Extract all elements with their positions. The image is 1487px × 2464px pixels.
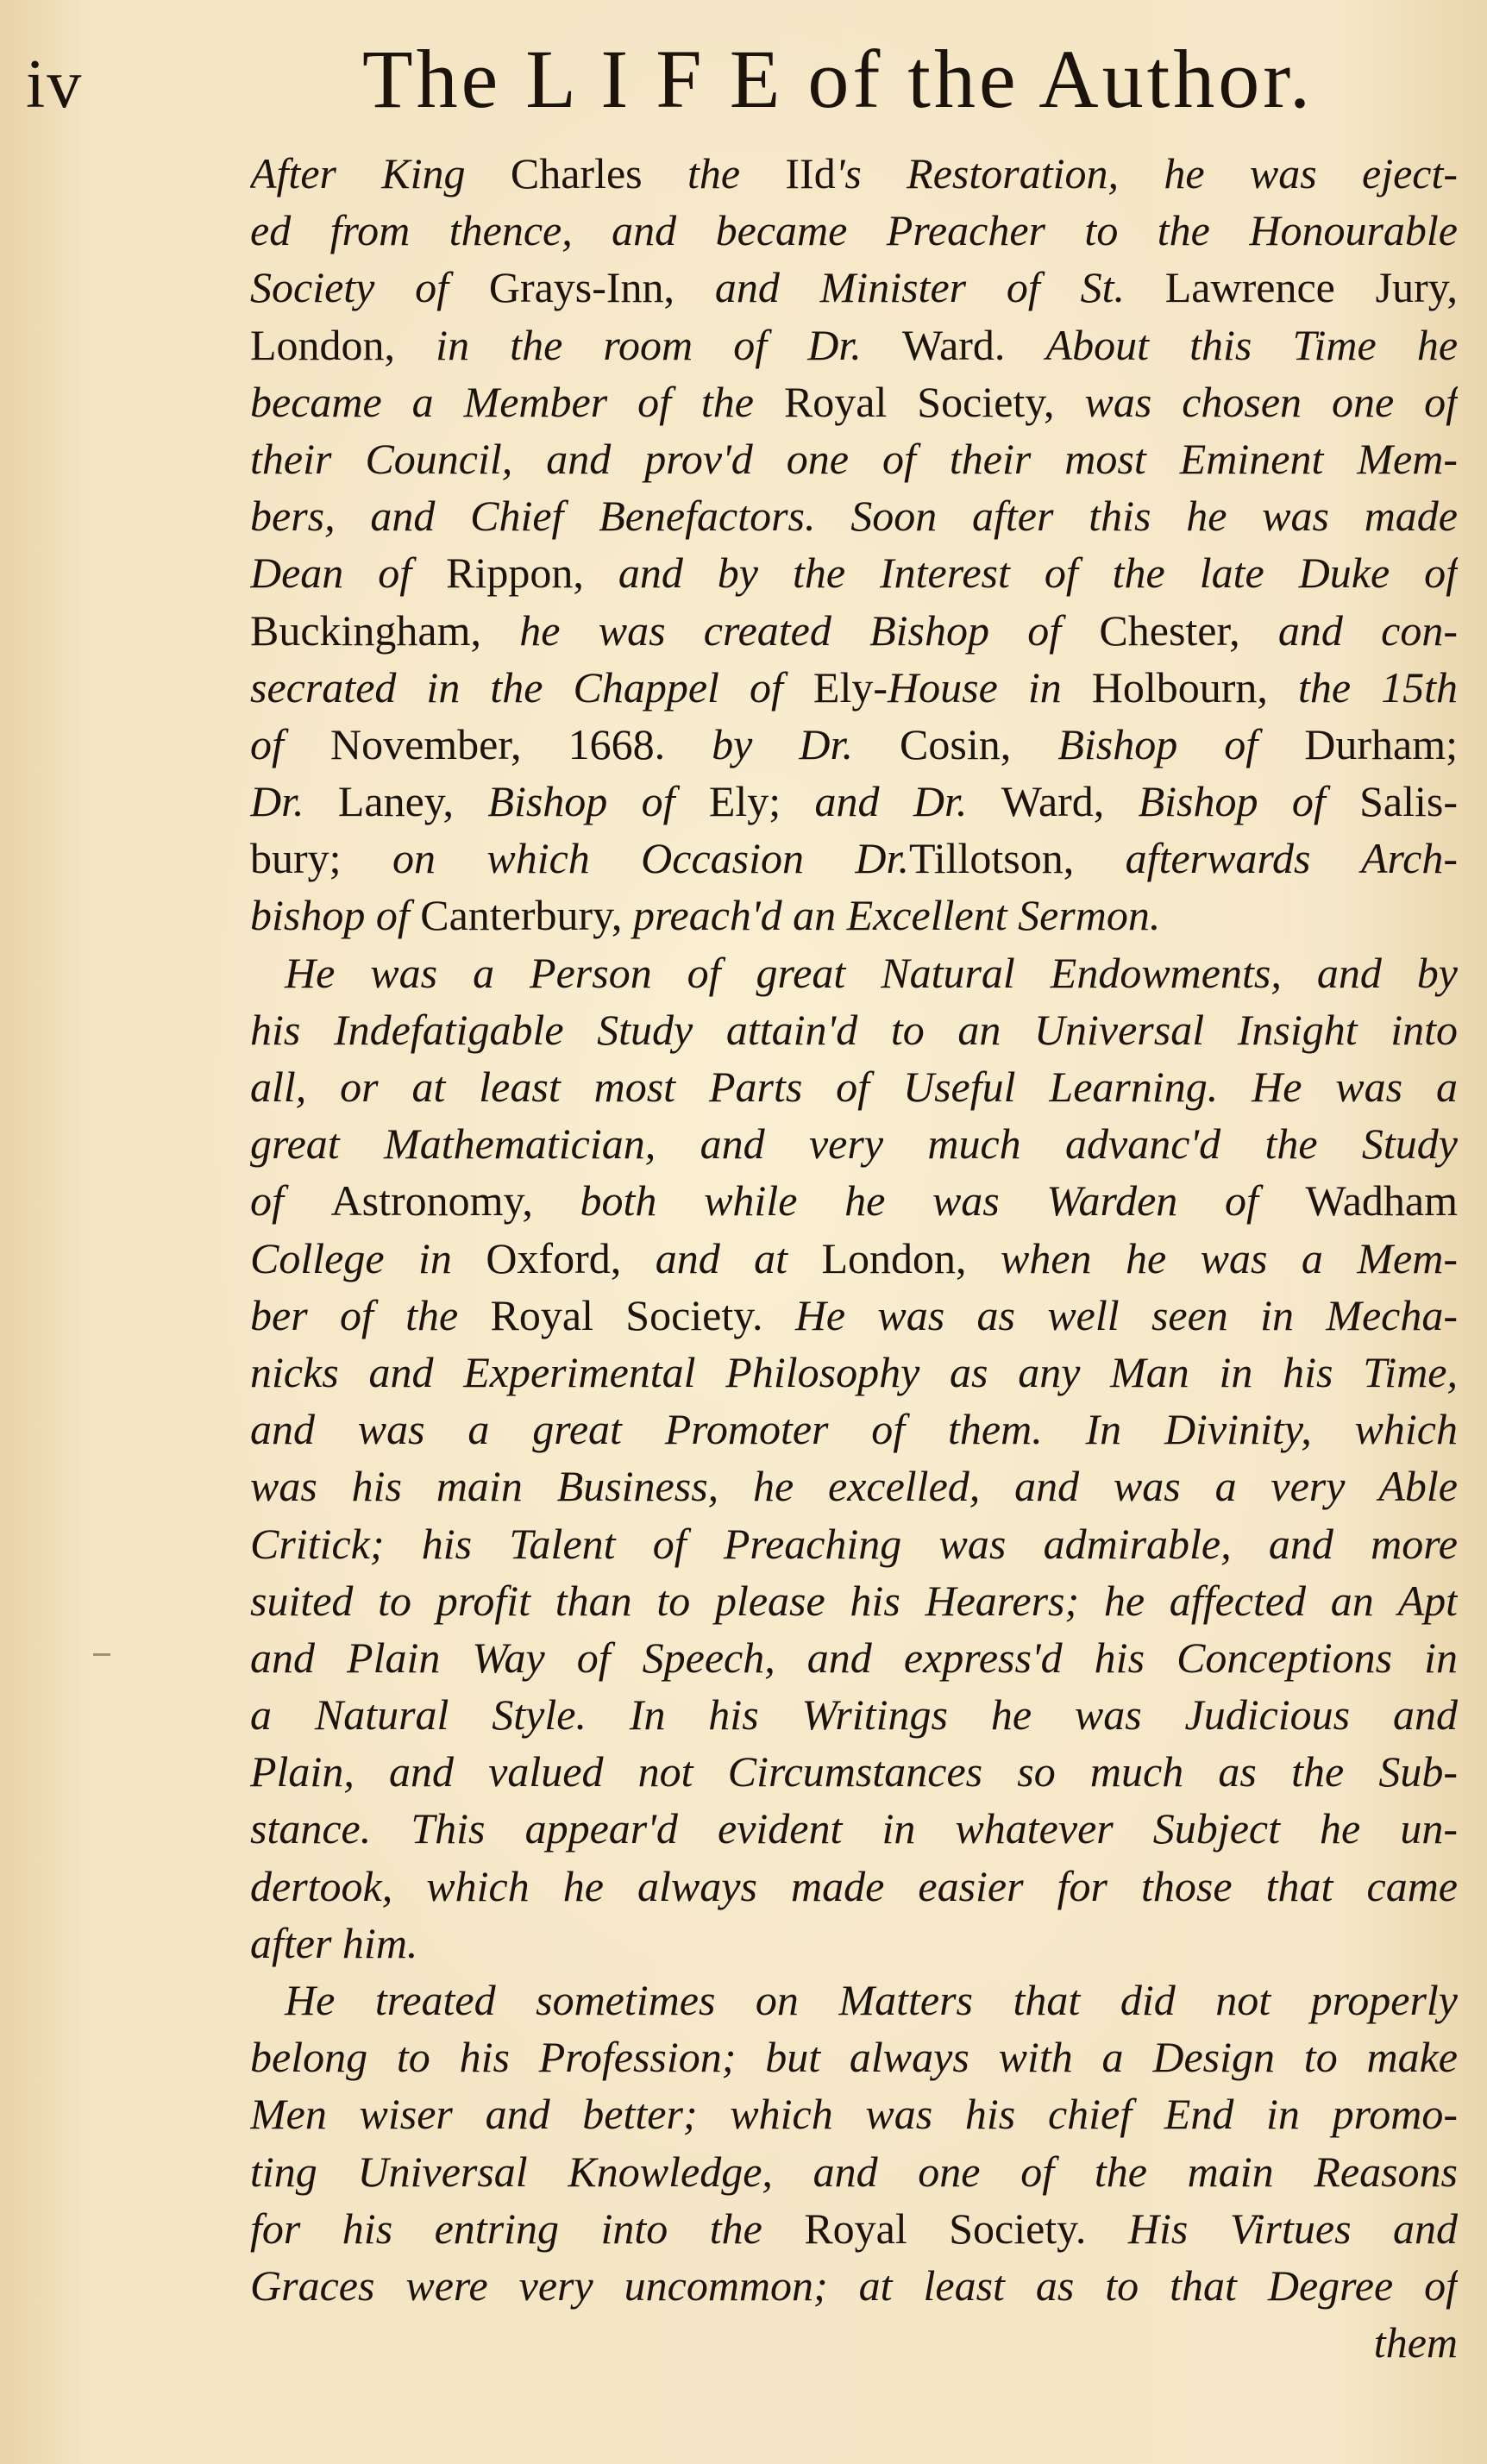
italic-text: and Plain Way of Speech, and express'd his Conceptions in [250, 1633, 1458, 1682]
italic-text: He was a Person of great Natural Endowments, and by [285, 948, 1458, 997]
roman-text: Ward. [901, 320, 1046, 369]
text-line [250, 1800, 1458, 1857]
text-line [250, 1344, 1458, 1401]
italic-text: Dean of [250, 549, 447, 598]
margin-mark [93, 1653, 110, 1656]
roman-text: Chester, [1099, 605, 1278, 655]
italic-text: Bishop of [1138, 777, 1360, 826]
roman-text: Rippon, [446, 549, 618, 598]
body-text [250, 145, 1458, 2371]
italic-text: stance. This appear'd evident in whatever Subject he un- [250, 1804, 1458, 1853]
italic-text: Critick; his Talent of Preaching was admirable, and more [250, 1519, 1458, 1568]
italic-text: preach'd an Excellent Sermon. [632, 891, 1161, 940]
italic-text: bers, and Chief Benefactors. Soon after this he was made [250, 492, 1458, 541]
italic-text: nicks and Experimental Philosophy as any Man in his Time, [250, 1347, 1458, 1396]
text-line [250, 1858, 1458, 1915]
italic-text: About this Time he [1045, 320, 1458, 369]
italic-text: of [250, 719, 330, 768]
text-line [250, 1172, 1458, 1229]
text-line [250, 1515, 1458, 1572]
text-line [250, 2143, 1458, 2200]
roman-text: London, [250, 320, 436, 369]
italic-text: Dr. [250, 777, 338, 826]
italic-text: for his entring into the [250, 2204, 805, 2253]
roman-text: Laney, [337, 777, 488, 826]
text-line [250, 1743, 1458, 1800]
italic-text: and by the Interest of the late Duke of [618, 549, 1458, 598]
text-line [250, 544, 1458, 601]
roman-text: Ward, [1001, 777, 1139, 826]
italic-text: Bishop of [1057, 719, 1305, 768]
roman-text: Durham; [1304, 719, 1458, 768]
italic-text: dertook, which he always made easier for those that came [250, 1861, 1458, 1910]
italic-text: ting Universal Knowledge, and one of the main Reasons [250, 2147, 1458, 2196]
roman-text: Lawrence Jury, [1164, 263, 1458, 312]
text-line [250, 1572, 1458, 1629]
italic-text: Graces were very uncommon; at least as to that Degree of [250, 2260, 1458, 2310]
text-line [250, 317, 1458, 373]
italic-text: great Mathematician, and very much advanc'd the Study [250, 1119, 1458, 1169]
text-line [250, 659, 1458, 716]
italic-text: and Dr. [814, 777, 1001, 826]
roman-text: Ely- [813, 662, 888, 712]
italic-text: His Virtues and [1127, 2204, 1458, 2253]
italic-text: them [1373, 2318, 1458, 2367]
page-header [19, 17, 1314, 129]
text-line [250, 830, 1458, 887]
roman-text: Ely; [708, 777, 815, 826]
italic-text: both while he was Warden of [580, 1176, 1306, 1226]
text-line [250, 1058, 1458, 1115]
text-line [250, 1287, 1458, 1344]
italic-text: ed from thence, and became Preacher to the Honourable [250, 206, 1458, 255]
italic-text: by Dr. [712, 719, 900, 768]
italic-text: Society of [250, 263, 489, 312]
italic-text: and Minister of St. [714, 263, 1165, 312]
roman-text: Royal Society, [783, 377, 1085, 426]
italic-text: After King [250, 149, 511, 197]
italic-text: Bishop of [487, 777, 709, 826]
text-line [250, 145, 1458, 202]
text-line [250, 1001, 1458, 1058]
roman-text: Grays-Inn, [488, 263, 715, 312]
text-line [250, 2257, 1458, 2314]
italic-text: suited to profit than to please his Hearers; he affected an Apt [250, 1576, 1458, 1625]
running-title: The L I F E of the Author. [362, 33, 1314, 125]
italic-text: ber of the [250, 1290, 491, 1339]
italic-text: after him. [250, 1918, 418, 1967]
italic-text: their Council, and prov'd one of their most Eminent Mem- [250, 434, 1458, 483]
text-line [250, 2314, 1458, 2371]
text-line [250, 259, 1458, 316]
roman-text: November, 1668. [329, 719, 712, 768]
roman-text: Royal Society. [490, 1290, 795, 1339]
italic-text: House in [888, 662, 1092, 712]
italic-text: and at [655, 1233, 822, 1282]
roman-text: Astronomy, [330, 1176, 580, 1226]
text-line [250, 716, 1458, 773]
roman-text: Salis- [1359, 777, 1458, 826]
italic-text: all, or at least most Parts of Useful Learning. He was a [250, 1063, 1458, 1111]
italic-text: College in [250, 1233, 486, 1282]
roman-text: Canterbury, [420, 891, 633, 940]
italic-text: the [687, 149, 786, 197]
italic-text: afterwards Arch- [1125, 834, 1458, 883]
text-line [250, 373, 1458, 430]
roman-text: Tillotson, [908, 834, 1126, 883]
italic-text: secrated in the Chappel of [250, 662, 813, 712]
text-line [250, 202, 1458, 259]
italic-text: a Natural Style. In his Writings he was Judicious and [250, 1690, 1458, 1740]
text-line [250, 1115, 1458, 1172]
italic-text: 's Restoration, he was eject- [835, 149, 1458, 197]
text-line [250, 1230, 1458, 1287]
text-line [250, 1458, 1458, 1514]
italic-text: belong to his Profession; but always with a Design to make [250, 2033, 1458, 2082]
roman-text: IId [785, 149, 836, 197]
italic-text: He treated sometimes on Matters that did not properly [285, 1976, 1458, 2024]
text-line [250, 944, 1458, 1001]
roman-text: bury; [250, 834, 392, 883]
italic-text: the 15th [1297, 662, 1458, 712]
text-line [250, 487, 1458, 544]
roman-text: Holbourn, [1091, 662, 1298, 712]
text-line [250, 2200, 1458, 2257]
text-line [250, 2028, 1458, 2085]
italic-text: was his main Business, he excelled, and was a very Able [250, 1462, 1458, 1511]
italic-text: bishop of [250, 891, 421, 940]
italic-text: He was as well seen in Mecha- [794, 1290, 1458, 1339]
italic-text: in the room of Dr. [436, 320, 902, 369]
text-line [250, 773, 1458, 830]
italic-text: was chosen one of [1084, 377, 1458, 426]
italic-text: and con- [1277, 605, 1458, 655]
italic-text: Men wiser and better; which was his chief End in promo- [250, 2090, 1458, 2139]
italic-text: and was a great Promoter of them. In Divinity, which [250, 1405, 1458, 1454]
italic-text: on which Occasion Dr. [392, 834, 909, 883]
italic-text: of [250, 1176, 331, 1226]
text-line [250, 430, 1458, 487]
text-line [250, 2085, 1458, 2142]
roman-text: London, [821, 1233, 1001, 1282]
italic-text: he was created Bishop of [519, 605, 1100, 655]
italic-text: when he was a Mem- [1001, 1233, 1458, 1282]
italic-text: Plain, and valued not Circumstances so much as the Sub- [250, 1747, 1458, 1796]
roman-text: Oxford, [486, 1233, 656, 1282]
text-line [250, 887, 1458, 944]
roman-text: Charles [510, 149, 687, 197]
text-line [250, 1915, 1458, 1972]
italic-text: became a Member of the [250, 377, 784, 426]
text-line [250, 1401, 1458, 1458]
text-line [250, 602, 1458, 659]
roman-text: Royal Society. [804, 2204, 1128, 2253]
text-line [250, 1686, 1458, 1743]
italic-text: his Indefatigable Study attain'd to an Universal Insight into [250, 1005, 1458, 1054]
roman-text: Wadham [1305, 1176, 1458, 1226]
roman-text: Buckingham, [250, 605, 520, 655]
page-number: iv [26, 47, 84, 122]
text-line [250, 1629, 1458, 1686]
roman-text: Cosin, [900, 719, 1058, 768]
text-line [250, 1972, 1458, 2028]
